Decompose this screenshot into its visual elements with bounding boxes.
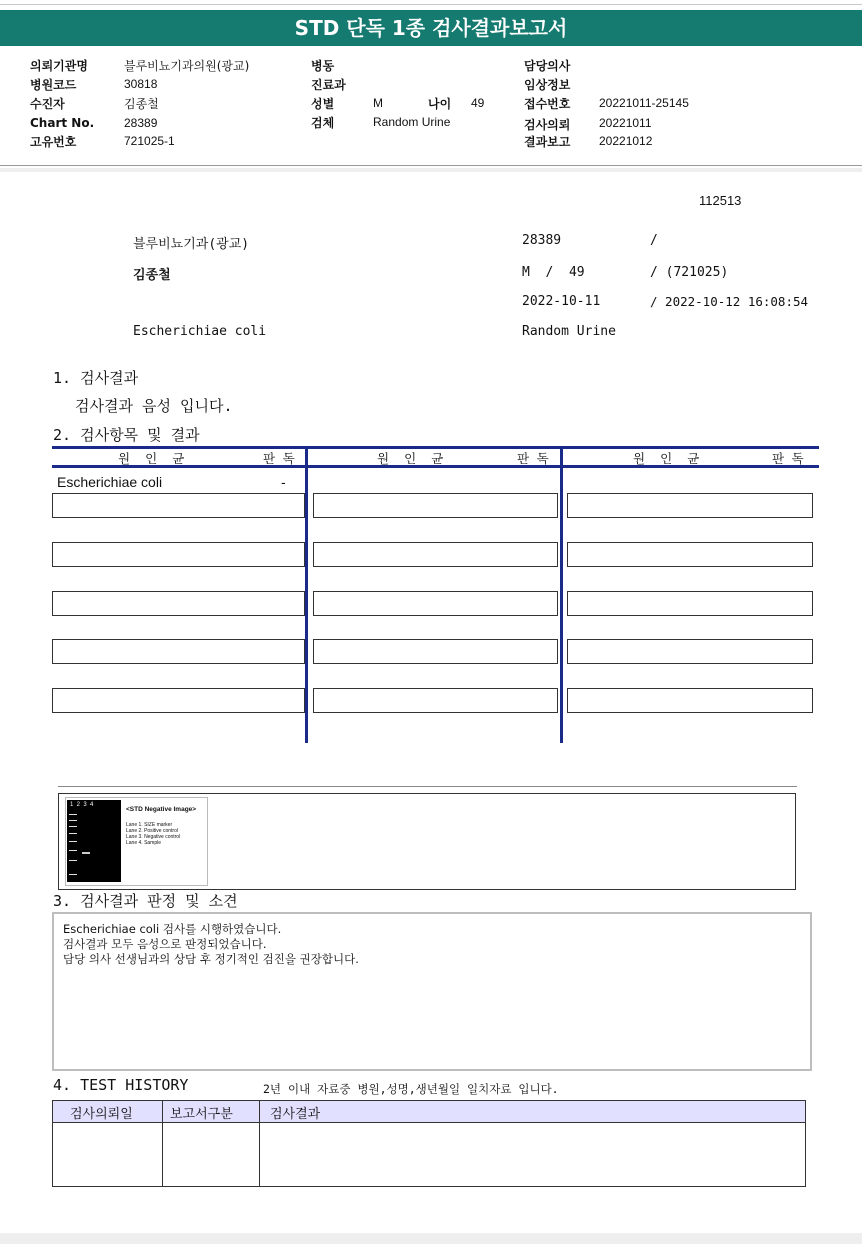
header-divider bbox=[0, 165, 862, 166]
gel-band bbox=[69, 826, 77, 827]
history-col-result: 검사결과 bbox=[270, 1107, 321, 1122]
result-box bbox=[52, 688, 305, 713]
image-panel-rule bbox=[58, 786, 797, 787]
report-title: STD 단독 1종 검사결과보고서 bbox=[0, 10, 862, 46]
gel-lane-legend bbox=[126, 822, 180, 846]
report-institution: 블루비뇨기과(광교) bbox=[133, 237, 250, 252]
section1-text: 검사결과 음성 입니다. bbox=[75, 397, 233, 415]
row1-result: - bbox=[281, 474, 286, 490]
report-test-item: Escherichiae coli bbox=[133, 324, 267, 339]
result-box bbox=[567, 688, 813, 713]
clinical-info-label: 임상정보 bbox=[524, 78, 571, 92]
gel-band bbox=[69, 820, 77, 821]
patient-label: 수진자 bbox=[30, 97, 65, 111]
report-slash: / bbox=[650, 233, 658, 248]
age-label: 나이 bbox=[428, 97, 452, 111]
department-label: 진료과 bbox=[311, 78, 346, 92]
result-box bbox=[52, 542, 305, 567]
report-date-label: 결과보고 bbox=[524, 135, 571, 149]
unique-no-label: 고유번호 bbox=[30, 135, 77, 149]
table-col-divider-2 bbox=[560, 446, 563, 743]
gel-legend-line: Lane 1. SIZE marker bbox=[126, 822, 173, 828]
history-col-divider bbox=[162, 1100, 163, 1187]
gel-band bbox=[69, 850, 77, 851]
unique-no-value: 721025-1 bbox=[124, 134, 175, 148]
col2-judgement-header: 판 독 bbox=[517, 451, 549, 466]
history-col-request-date: 검사의뢰일 bbox=[70, 1107, 133, 1122]
section1-title: 1. 검사결과 bbox=[53, 369, 139, 387]
gel-band bbox=[69, 833, 77, 834]
comment-line: Escherichiae coli 검사를 시행하였습니다. bbox=[63, 922, 282, 936]
ward-label: 병동 bbox=[311, 59, 335, 73]
specimen-value: Random Urine bbox=[373, 115, 451, 129]
comment-line: 검사결과 모두 음성으로 판정되었습니다. bbox=[63, 937, 267, 951]
gel-electrophoresis-image bbox=[67, 800, 121, 882]
sex-value: M bbox=[373, 96, 383, 110]
report-date-value: 20221012 bbox=[599, 134, 653, 148]
result-box bbox=[52, 591, 305, 616]
gel-legend-line: Lane 2. Positive control bbox=[126, 828, 178, 834]
result-box bbox=[313, 639, 558, 664]
gel-image-title: <STD Negative Image> bbox=[126, 806, 197, 813]
report-patient-name: 김종철 bbox=[133, 268, 171, 283]
gel-band bbox=[69, 860, 77, 861]
result-box bbox=[567, 639, 813, 664]
gel-lane-numbers: 1 2 3 4 bbox=[70, 802, 94, 808]
chart-no-value: 28389 bbox=[124, 116, 158, 130]
request-date-label: 검사의뢰 bbox=[524, 118, 571, 132]
result-box bbox=[313, 542, 558, 567]
hospital-code-value: 30818 bbox=[124, 77, 158, 91]
request-date-value: 20221011 bbox=[599, 116, 652, 130]
age-value: 49 bbox=[471, 96, 485, 110]
header-shadow bbox=[0, 168, 862, 172]
gel-band bbox=[82, 852, 90, 854]
report-specimen: Random Urine bbox=[522, 324, 616, 339]
result-box bbox=[313, 591, 558, 616]
gel-band bbox=[69, 874, 77, 875]
row1-organism: Escherichiae coli bbox=[57, 474, 163, 490]
comment-line: 담당 의사 선생님과의 상담 후 정기적인 검진을 권장합니다. bbox=[63, 952, 359, 966]
section4-note: 2년 이내 자료중 병원,성명,생년월일 일치자료 입니다. bbox=[263, 1082, 559, 1096]
col3-judgement-header: 판 독 bbox=[772, 451, 804, 466]
gel-band bbox=[69, 814, 77, 815]
result-box bbox=[52, 639, 305, 664]
sex-label: 성별 bbox=[311, 97, 335, 111]
gel-legend-line: Lane 4. Sample bbox=[126, 840, 162, 846]
receipt-no-value: 20221011-25145 bbox=[599, 96, 689, 110]
gel-legend-line: Lane 3. Negative control bbox=[126, 834, 181, 840]
top-rule bbox=[0, 4, 862, 5]
history-table-body bbox=[52, 1122, 806, 1187]
result-box bbox=[313, 493, 558, 518]
col1-organism-header: 원 인 균 bbox=[118, 451, 185, 466]
hospital-code-label: 병원코드 bbox=[30, 78, 77, 92]
history-col-report-type: 보고서구분 bbox=[170, 1107, 233, 1122]
result-box bbox=[313, 688, 558, 713]
table-col-divider-1 bbox=[305, 446, 308, 743]
result-box bbox=[567, 591, 813, 616]
section2-title: 2. 검사항목 및 결과 bbox=[53, 426, 200, 444]
section4-title: 4. TEST HISTORY bbox=[53, 1076, 189, 1094]
gel-band bbox=[69, 841, 77, 842]
doctor-label: 담당의사 bbox=[524, 59, 571, 73]
report-date-reported: / 2022-10-12 16:08:54 bbox=[650, 294, 809, 309]
gel-image-thumbnail bbox=[65, 797, 208, 886]
section3-title: 3. 검사결과 판정 및 소견 bbox=[53, 892, 238, 910]
col3-organism-header: 원 인 균 bbox=[633, 451, 700, 466]
history-col-divider bbox=[259, 1100, 260, 1187]
chart-no-label: Chart No. bbox=[30, 116, 95, 130]
result-box bbox=[52, 493, 305, 518]
report-code: 112513 bbox=[699, 193, 742, 208]
col2-organism-header: 원 인 균 bbox=[377, 451, 444, 466]
bottom-bar bbox=[0, 1233, 862, 1244]
report-chart: 28389 bbox=[522, 233, 562, 248]
result-box bbox=[567, 493, 813, 518]
report-date-received: 2022-10-11 bbox=[522, 294, 601, 309]
patient-value: 김종철 bbox=[124, 97, 159, 111]
specimen-label: 검체 bbox=[311, 116, 335, 130]
institution-label: 의뢰기관명 bbox=[30, 59, 88, 73]
report-birth: / (721025) bbox=[650, 265, 729, 280]
history-table-header bbox=[52, 1100, 806, 1123]
receipt-no-label: 접수번호 bbox=[524, 97, 571, 111]
institution-value: 블루비뇨기과의원(광교) bbox=[124, 59, 250, 73]
report-sex-age: M / 49 bbox=[522, 265, 585, 280]
result-box bbox=[567, 542, 813, 567]
col1-judgement-header: 판 독 bbox=[263, 451, 295, 466]
